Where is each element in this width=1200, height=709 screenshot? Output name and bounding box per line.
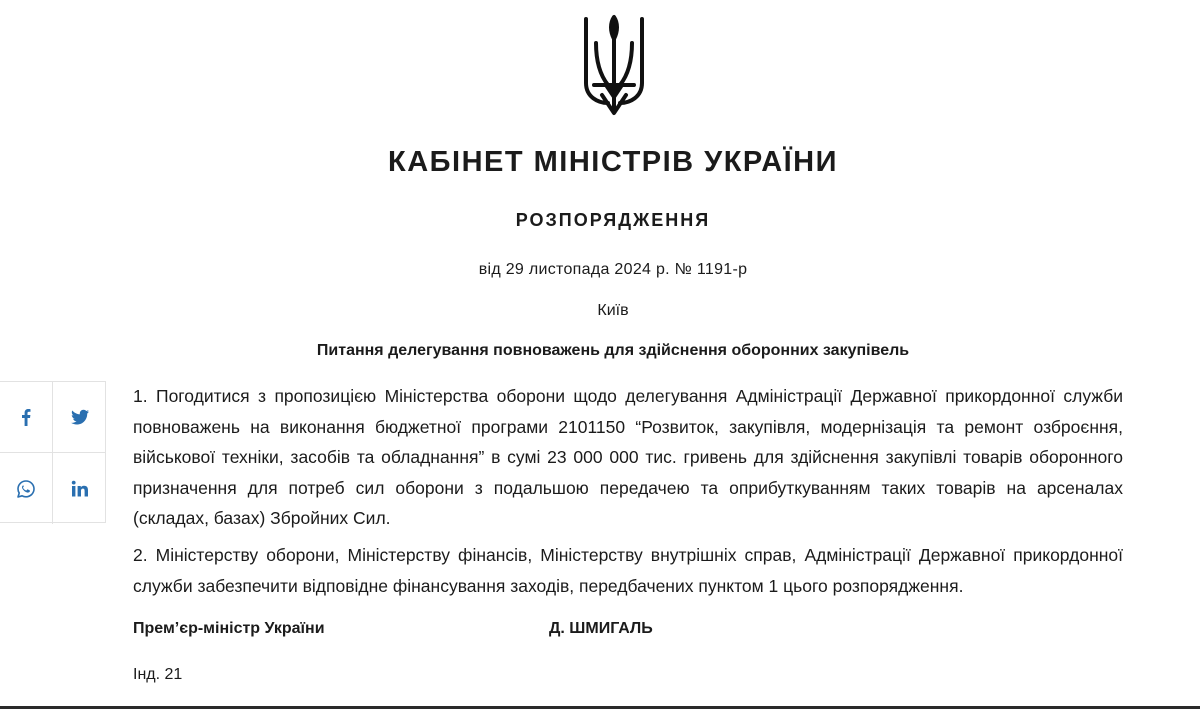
document-date-number: від 29 листопада 2024 р. № 1191-р	[478, 261, 748, 278]
whatsapp-icon	[16, 479, 36, 499]
share-whatsapp-button[interactable]	[0, 453, 53, 524]
paragraph-1: 1. Погодитися з пропозицією Міністерства оборони щодо делегування Адміністрації Державної прикордонної служби повноважень на виконання бюджетної програми 2101150 “Розвиток, закупівля, модернізація та ремонт озброєння, військової техніки, засобів та обладнання” в сумі 23 000 000 тис. гривень для здійснення закупівлі товарів оборонного призначення для потреб сил оборони з подальшою передачею та оприбуткуванням таких товарів на арсеналах (складах, базах) Збройних Сил.	[133, 386, 1123, 528]
document-index: Інд. 21	[133, 666, 183, 683]
share-facebook-button[interactable]	[0, 382, 53, 453]
tryzub-icon	[580, 13, 648, 120]
paragraph-2: 2. Міністерству оборони, Міністерству фінансів, Міністерству внутрішніх справ, Адміністрації Державної прикордонної служби забезпечити відповідне фінансування заходів, передбачених пунктом 1 цього розпорядження.	[133, 545, 1123, 596]
document-type: РОЗПОРЯДЖЕННЯ	[515, 210, 711, 230]
signatory-position: Прем’єр-міністр України	[133, 620, 325, 637]
signatory-name: Д. ШМИГАЛЬ	[549, 620, 653, 637]
document-subject: Питання делегування повноважень для здійснення оборонних закупівель	[316, 342, 910, 359]
document-city: Київ	[597, 302, 629, 319]
share-twitter-button[interactable]	[53, 382, 106, 453]
share-linkedin-button[interactable]	[53, 453, 106, 524]
organization-title: КАБІНЕТ МІНІСТРІВ УКРАЇНИ	[388, 146, 838, 178]
share-panel	[0, 381, 106, 523]
twitter-icon	[70, 407, 90, 427]
facebook-icon	[16, 407, 36, 427]
linkedin-icon	[70, 479, 90, 499]
